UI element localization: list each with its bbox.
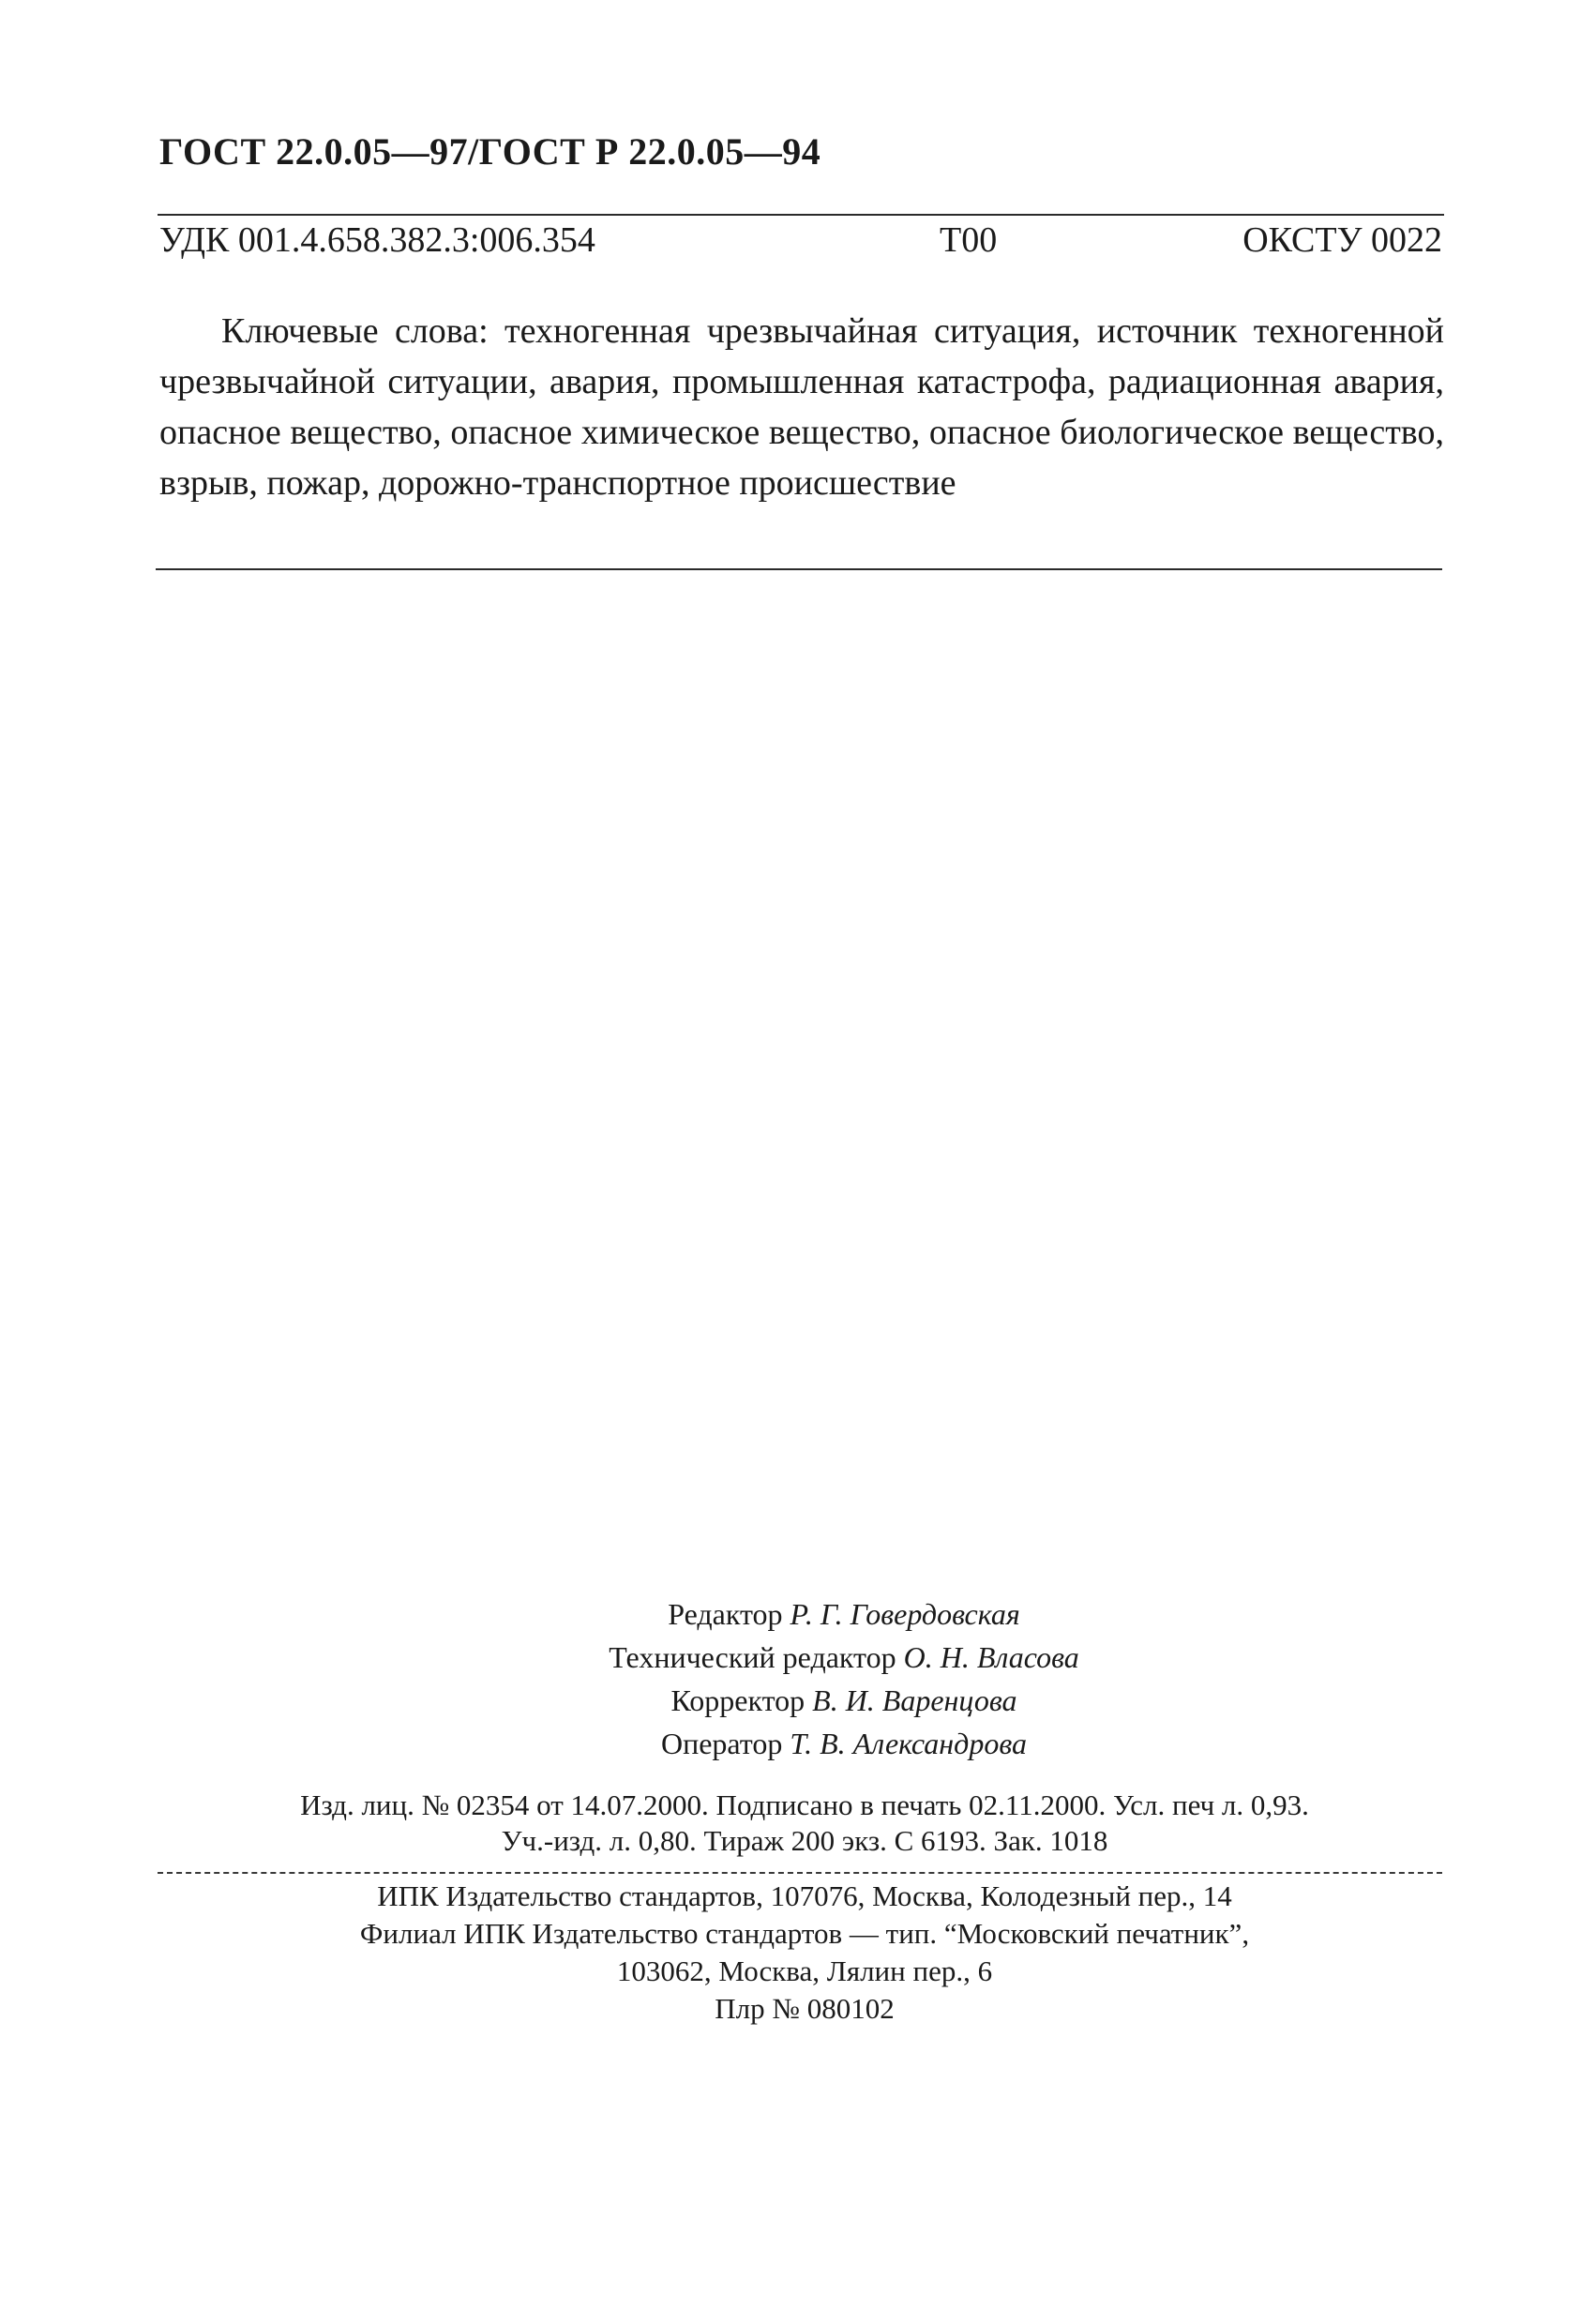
credit-person: О. Н. Власова: [903, 1640, 1079, 1674]
keywords-rule: [156, 568, 1442, 570]
publication-line-1: Изд. лиц. № 02354 от 14.07.2000. Подписано в печать 02.11.2000. Усл. печ л. 0,93.: [300, 1788, 1309, 1821]
publication-info: [167, 1788, 1442, 1859]
credit-operator: [375, 1722, 1313, 1765]
imprint-line-3: 103062, Москва, Лялин пер., 6: [616, 1954, 993, 1987]
classification-row: [159, 214, 1442, 266]
document-title: ГОСТ 22.0.05—97/ГОСТ Р 22.0.05—94: [159, 130, 821, 173]
dashed-rule: [158, 1872, 1442, 1874]
credit-role: Оператор: [660, 1727, 783, 1760]
udk-code: УДК 001.4.658.382.3:006.354: [159, 220, 595, 260]
credit-role: Редактор: [668, 1597, 783, 1631]
credit-person: Т. В. Александрова: [790, 1727, 1028, 1760]
imprint-line-4: Плр № 080102: [715, 1992, 895, 2025]
credit-proofreader: [375, 1679, 1313, 1722]
imprint-line-2: Филиал ИПК Издательство стандартов — тип. “Московский печатник”,: [359, 1917, 1250, 1950]
credit-technical-editor: [375, 1636, 1313, 1679]
credit-editor: [375, 1592, 1313, 1636]
publication-line-2: Уч.-изд. л. 0,80. Тираж 200 экз. С 6193. Зак. 1018: [501, 1824, 1108, 1857]
imprint-block: [167, 1878, 1442, 2028]
keywords-paragraph: Ключевые слова: техногенная чрезвычайная ситуация, источник техногенной чрезвычайной ситуации, авария, промышленная катастрофа, радиационная авария, опасное вещество, опасное химическое вещество, опасное биологическое вещество, взрыв, пожар, дорожно-транспортное происшествие: [159, 311, 1444, 503]
credit-role: Технический редактор: [609, 1640, 896, 1674]
group-code: Т00: [940, 220, 998, 260]
okstu-code: ОКСТУ 0022: [1242, 220, 1442, 260]
credits-block: [375, 1592, 1313, 1765]
credit-role: Корректор: [670, 1683, 806, 1717]
imprint-line-1: ИПК Издательство стандартов, 107076, Москва, Колодезный пер., 14: [377, 1879, 1232, 1912]
credit-person: В. И. Варенцова: [812, 1683, 1017, 1717]
credit-person: Р. Г. Говердовская: [790, 1597, 1020, 1631]
